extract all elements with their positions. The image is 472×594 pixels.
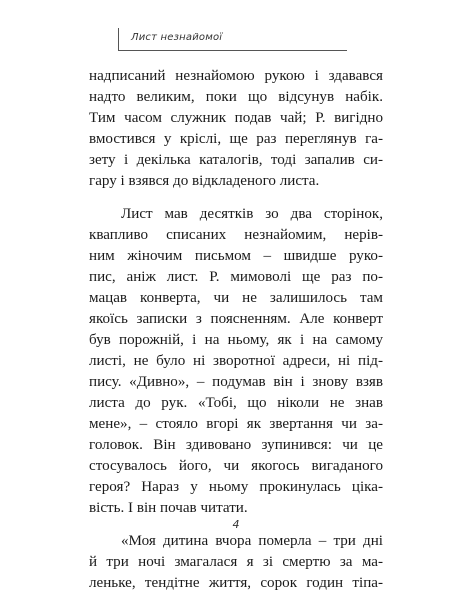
text-line: ним жіночим письмом – швидше руко- bbox=[89, 248, 383, 264]
text-line: листа до рук. «Тобі, що ніколи не знав bbox=[89, 395, 383, 411]
text-line: надписаний незнайомою рукою і здавався bbox=[89, 68, 383, 84]
text-line: Лист мав десятків зо два сторінок, bbox=[121, 206, 383, 222]
text-line: леньке, тендітне життя, сорок годин тіпа- bbox=[89, 575, 383, 591]
text-line: квапливо списаних незнайомим, нерів- bbox=[89, 227, 383, 243]
text-line: надто великим, поки що відсунув набік. bbox=[89, 89, 383, 105]
running-head-title: Лист незнайомої bbox=[131, 32, 223, 43]
running-head bbox=[118, 28, 347, 51]
text-line: листі, не було ні зворотної адреси, ні під- bbox=[89, 353, 383, 369]
paragraph bbox=[89, 66, 383, 192]
text-line: вмостився у кріслі, ще раз переглянув га- bbox=[89, 131, 383, 147]
text-line: Тим часом служник подав чай; Р. вигідно bbox=[89, 110, 383, 126]
paragraph bbox=[89, 531, 383, 594]
text-line: пис, аніж лист. Р. мимоволі ще раз по- bbox=[89, 269, 383, 285]
text-line: й три ночі змагалася я зі смертю за ма- bbox=[89, 554, 383, 570]
text-line: стосувалось його, чи якогось вигаданого bbox=[89, 458, 383, 474]
text-line: якоїсь записки з поясненням. Але конверт bbox=[89, 311, 383, 327]
page-number: 4 bbox=[232, 518, 240, 531]
text-line: пису. «Дивно», – подумав він і знову взяв bbox=[89, 374, 383, 390]
text-line: головок. Він здивовано зупинився: чи це bbox=[89, 437, 383, 453]
paragraph-gap bbox=[89, 192, 383, 204]
text-line: «Моя дитина вчора померла – три дні bbox=[121, 533, 383, 549]
paragraph bbox=[89, 204, 383, 519]
text-line: вість. І він почав читати. bbox=[89, 500, 248, 516]
text-line: був порожній, і на ньому, як і на самому bbox=[89, 332, 383, 348]
text-line: мацав конверта, чи не залишилось там bbox=[89, 290, 383, 306]
body-text bbox=[89, 66, 383, 594]
text-line: мене», – стояло вгорі як звертання чи за- bbox=[89, 416, 383, 432]
text-line: гару і взявся до відкладеного листа. bbox=[89, 173, 320, 189]
text-line: зету і декілька каталогів, тоді запалив си- bbox=[89, 152, 383, 168]
text-line: героя? Нараз у ньому прокинулась ціка- bbox=[89, 479, 383, 495]
